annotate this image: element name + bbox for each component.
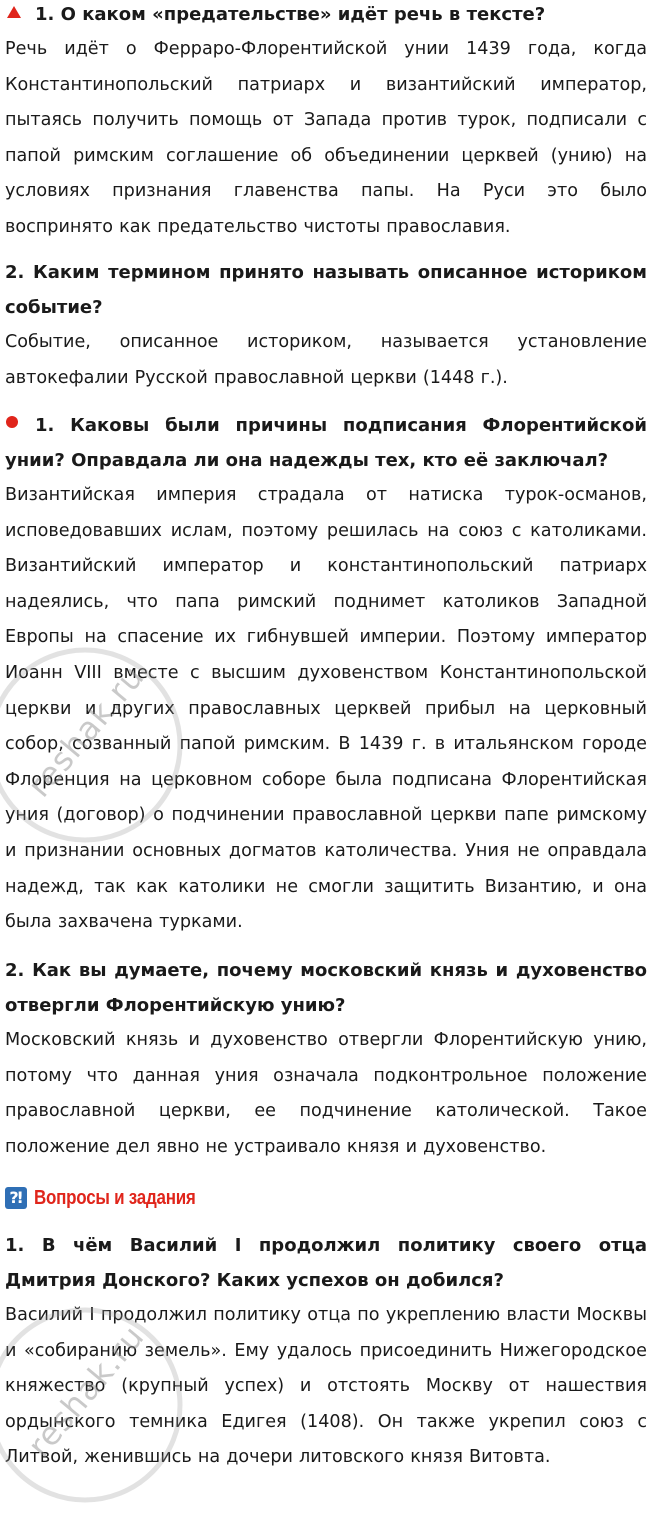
answer-4: Московский князь и духовенство отвергли Флорентийскую унию, потому что данная уния означала подконтрольное положение православной церкви, ее подчинение католической. Такое положение дел явно не устраивало князя и духовенство. (5, 1030, 647, 1157)
circle-bullet-icon (5, 408, 35, 443)
question-3-text: 1. Каковы были причины подписания Флорентийской унии? Оправдала ли она надежды тех, кто её заключал? (5, 415, 647, 471)
question-4: 2. Как вы думаете, почему московский князь и духовенство отвергли Флорентийскую унию? (5, 960, 647, 1016)
triangle-icon (5, 0, 35, 32)
section-5 (5, 1228, 647, 1476)
section-heading (5, 1183, 224, 1213)
answer-1: Речь идёт о Ферраро-Флорентийской унии 1439 года, когда Константинопольский патриарх и византийский император, пытаясь получить помощь от Запада против турок, подписали с папой римским соглашение об объединении церквей (унию) на условиях признания главенства папы. На Руси это было воспринято как предательство чистоты православия. (5, 39, 647, 237)
section-2 (5, 255, 647, 396)
watermark-text: reshak.ru (20, 657, 152, 805)
watermark-text-2: reshak.ru (20, 1317, 152, 1465)
answer-3: Византийская империя страдала от натиска турок-османов, исповедовавших ислам, поэтому решилась на союз с католиками. Византийский император и константинопольский патриарх надеялись, что папа римский поднимет католиков Западной Европы на спасение их гибнувшей империи. Поэтому император Иоанн VIII вместе с высшим духовенством Константинопольской церкви и других православных церквей прибыл на церковный собор, созванный папой римским. В 1439 г. в итальянском городе Флоренция на церковном соборе была подписана Флорентийская уния (договор) о подчинении православной церкви папе римскому и признании основных догматов католичества. Уния не оправдала надежд, так как католики не смогли защитить Византию, и она была захвачена турками. (5, 485, 647, 933)
answer-5: Василий I продолжил политику отца по укреплению власти Москвы и «собиранию земель». Ему удалось присоединить Нижегородское княжество (крупный успех) и отстоять Москву от нашествия ордынского темника Едигея (1408). Он также укрепил союз с Литвой, женившись на дочери литовского князя Витовта. (5, 1305, 647, 1468)
answer-2: Событие, описанное историком, называется установление автокефалии Русской православной церкви (1448 г.). (5, 332, 647, 388)
section-4 (5, 953, 647, 1165)
section-3 (5, 408, 647, 941)
question-5: 1. В чём Василий I продолжил политику своего отца Дмитрия Донского? Каких успехов он добился? (5, 1235, 647, 1291)
heading-title: Вопросы и задания (34, 1186, 196, 1209)
section-1 (5, 0, 647, 246)
question-exclamation-icon: ⁈ (5, 1187, 27, 1209)
question-3 (5, 408, 647, 478)
question-2: 2. Каким термином принято называть описанное историком событие? (5, 262, 647, 318)
question-1 (5, 0, 647, 32)
question-1-text: 1. О каком «предательстве» идёт речь в тексте? (35, 4, 546, 25)
